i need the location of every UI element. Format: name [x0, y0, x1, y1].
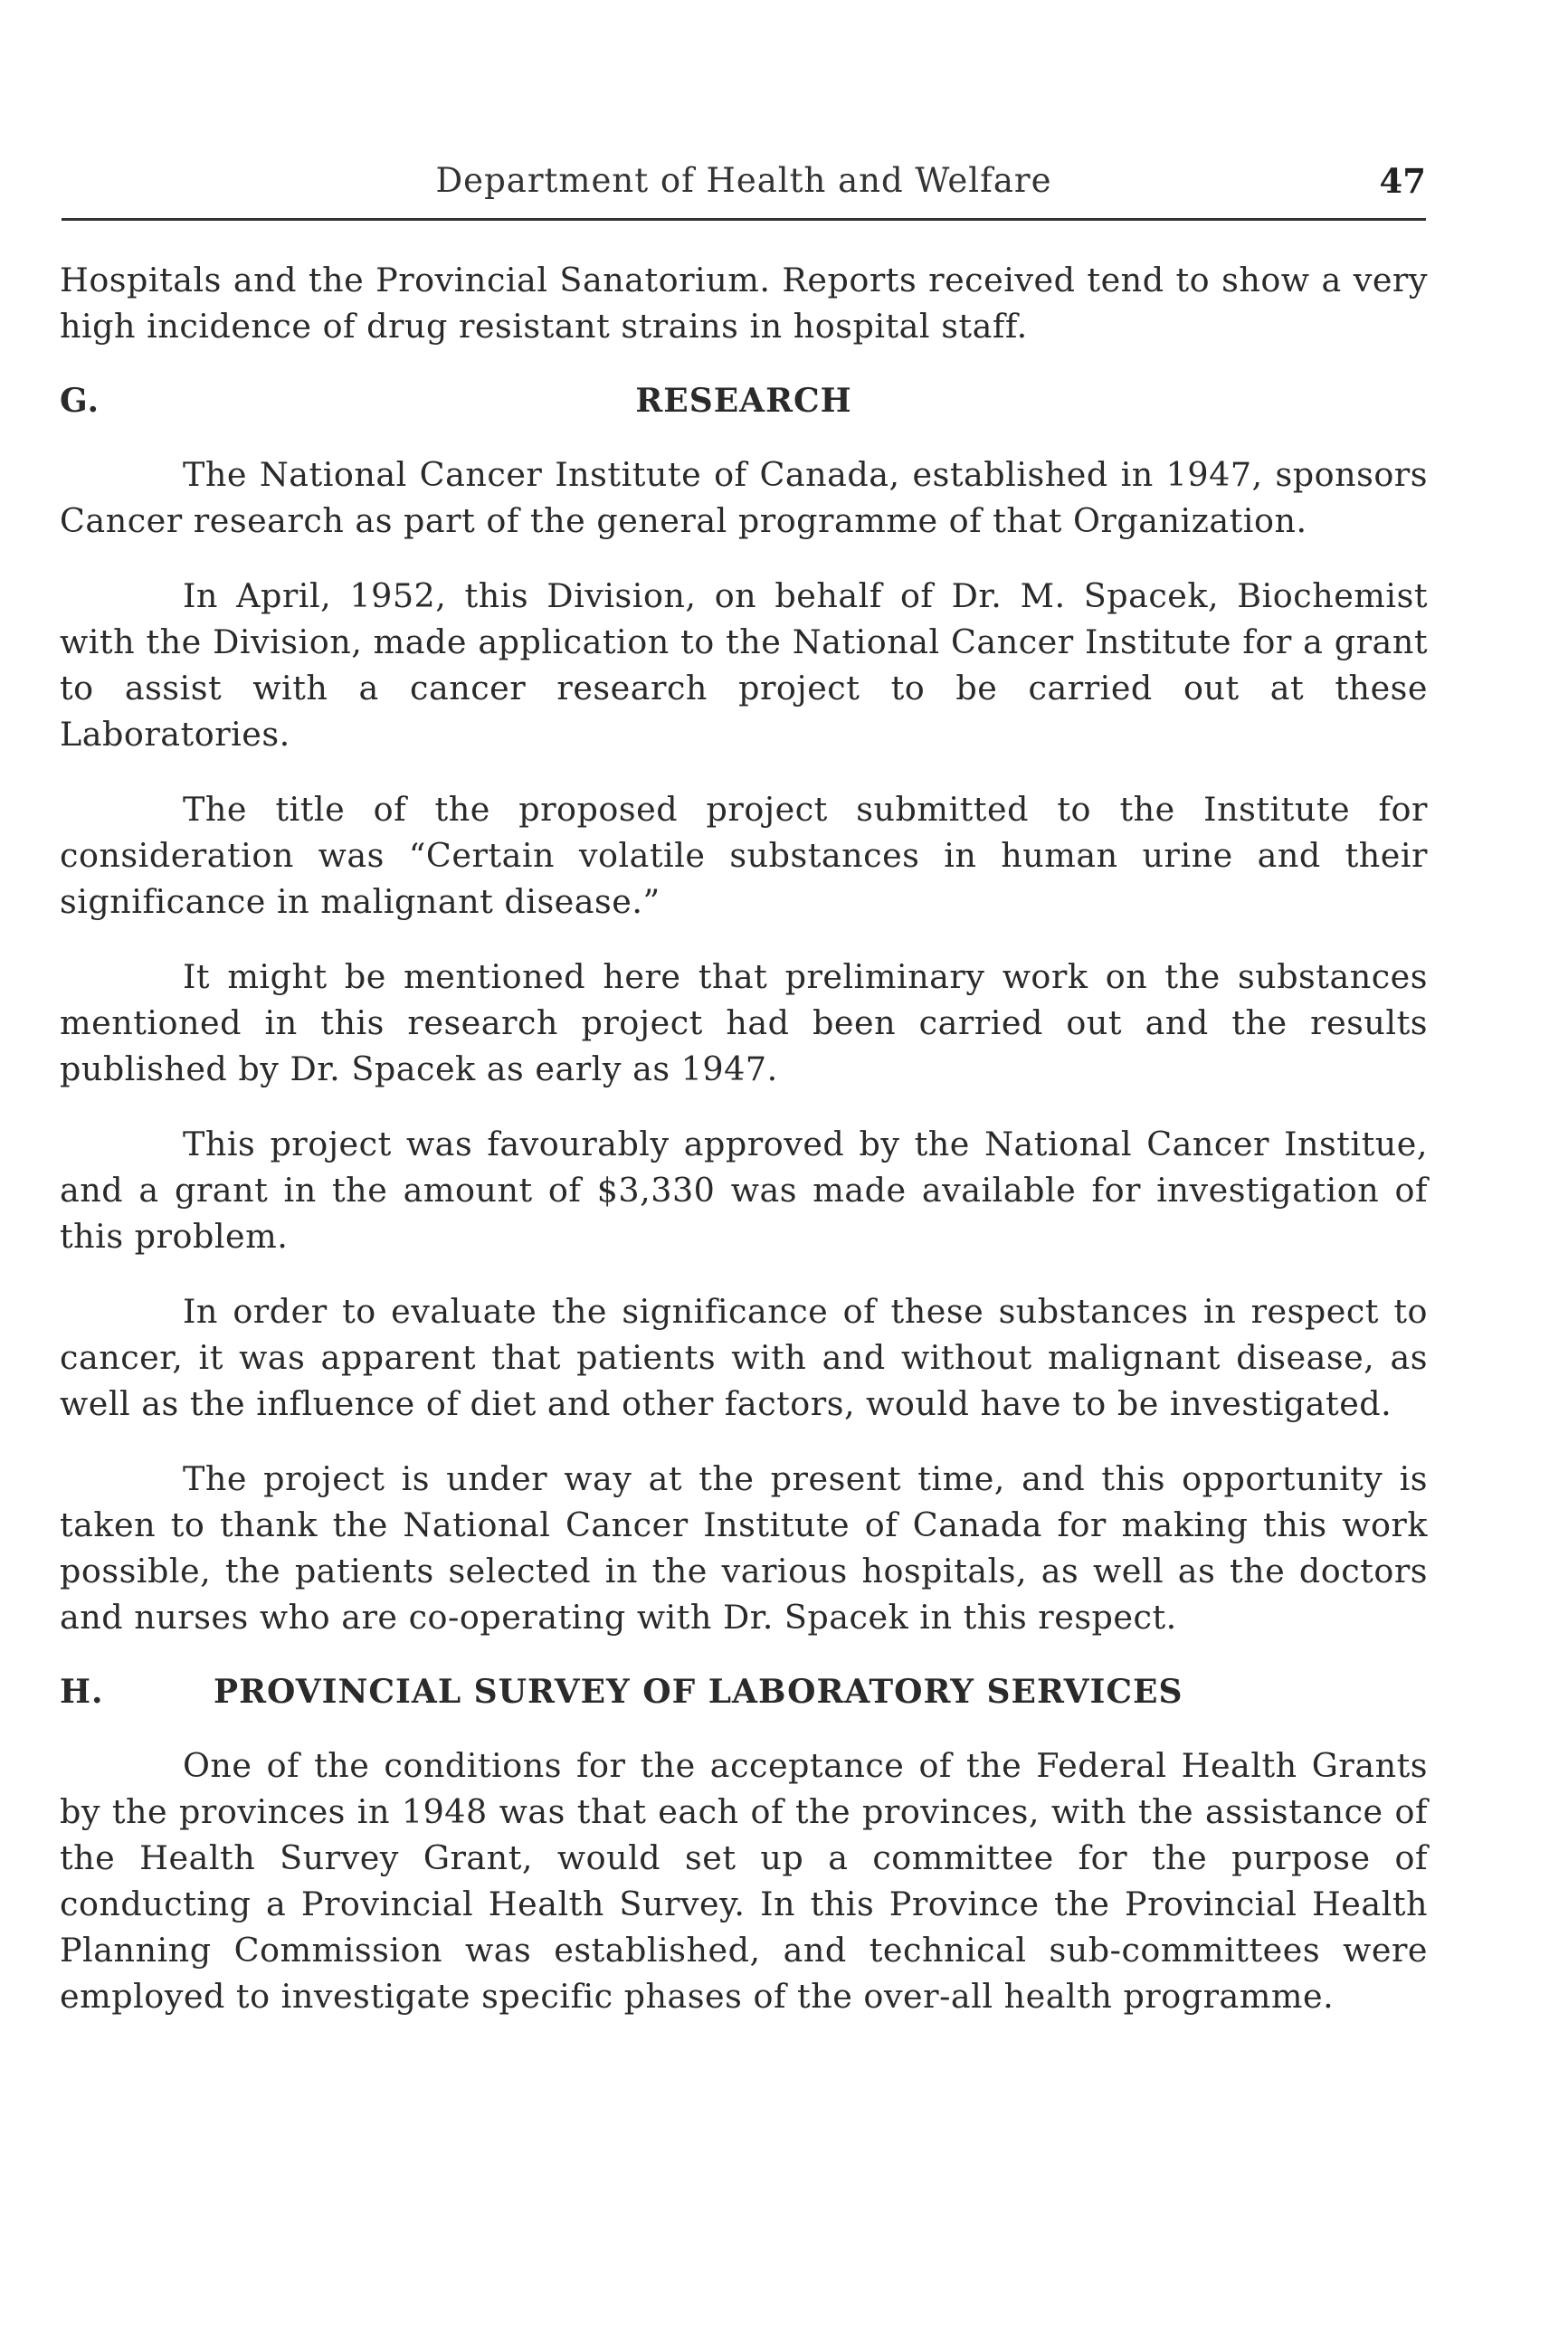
running-header: [62, 161, 1426, 215]
section-heading-laboratory-survey: [60, 1669, 1428, 1715]
page-number: 47: [1379, 161, 1426, 201]
paragraph: In order to evaluate the significance of these substances in respect to cancer, it was apparent that patients with and without malignant disease, as well as the influence of diet and other factors, would have to be investigated.: [60, 1292, 1428, 1423]
paragraph: The project is under way at the present time, and this opportunity is taken to thank the National Cancer Institute of Canada for making this work possible, the patients selected in the various hospitals, as well as the doctors and nurses who are co-operating with Dr. Spacek in this respect.: [60, 1459, 1428, 1637]
page-body: [60, 257, 1428, 2048]
paragraph: One of the conditions for the acceptance of the Federal Health Grants by the provinces in 1948 was that each of the provinces, with the assistance of the Health Survey Grant, would set up a committee for the purpose of conducting a Provincial Health Survey. In this Province the Provincial Health Planning Commission was established, and technical sub-committees were employed to investigate specific phases of the over-all health programme.: [60, 1746, 1428, 2016]
paragraph-continued: Hospitals and the Provincial Sanatorium. Reports received tend to show a very high incidence of drug resistant strains in hospital staff.: [60, 261, 1428, 346]
header-title: Department of Health and Welfare: [435, 161, 1052, 200]
section-title: PROVINCIAL SURVEY OF LABORATORY SERVICES: [214, 1673, 1183, 1711]
header-rule: [62, 218, 1426, 221]
paragraph: The title of the proposed project submitted to the Institute for consideration was “Certain volatile substances in human urine and their significance in malignant disease.”: [60, 790, 1428, 921]
section-heading-research: [60, 378, 1428, 424]
section-letter: G.: [60, 382, 100, 420]
paragraph: This project was favourably approved by the National Cancer Institue, and a grant in the amount of $3,330 was made available for investigation of this problem.: [60, 1125, 1428, 1256]
paragraph: In April, 1952, this Division, on behalf of Dr. M. Spacek, Biochemist with the Division, made application to the National Cancer Institute for a grant to assist with a cancer research project to be carried out at these Laboratories.: [60, 576, 1428, 754]
section-letter: H.: [60, 1673, 104, 1711]
paragraph: It might be mentioned here that preliminary work on the substances mentioned in this research project had been carried out and the results published by Dr. Spacek as early as 1947.: [60, 957, 1428, 1088]
paragraph: The National Cancer Institute of Canada, established in 1947, sponsors Cancer research as part of the general programme of that Organization.: [60, 455, 1428, 540]
section-title: RESEARCH: [635, 382, 852, 420]
